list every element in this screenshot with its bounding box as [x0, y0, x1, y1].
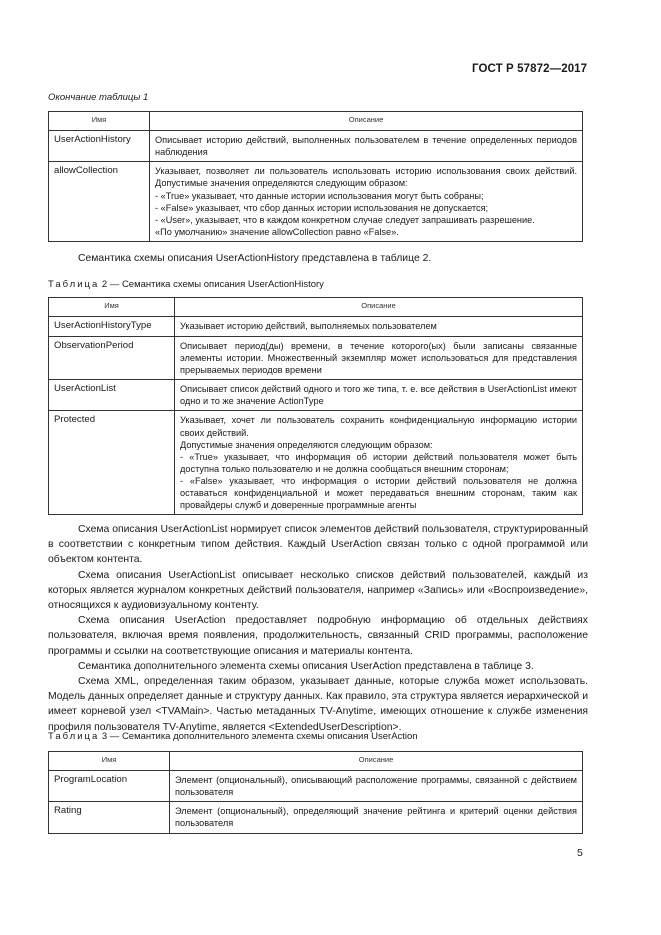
table3-caption — [48, 731, 418, 742]
row-name: Protected — [49, 411, 175, 515]
table-row — [49, 336, 583, 379]
row-name: Rating — [49, 802, 170, 833]
row-description: Указывает, позволяет ли пользователь использовать историю использования своих действий. Допустимые значения определяются следующим образом: - «True» указывает, что данные истории использования могут быть собраны; - «False» указывает, что сбор данных истории использования не допускается; - «User», указывает, что в каждом конкретном случае следует запрашивать разрешение. «По умолчанию» значение allowCollection равно «False». — [150, 162, 583, 242]
paragraph: Схема описания UserActionList описывает несколько списков действий пользователей, каждый из которых является журналом конкретных действий пользователя, например «Запись» или «Воспроизведение», относящихся к аудиовизуальному контенту. — [48, 569, 588, 612]
paragraph: Схема описания UserAction предоставляет подробную информацию об отдельных действиях пользователя, включая время появления, продолжительность, связанный CRID программы, расположение программы и ссылки на соответствующие описания и материалы контента. — [48, 615, 588, 657]
table-caption-prefix: Таблица — [48, 279, 100, 290]
table-row — [49, 771, 583, 802]
row-description: Указывает историю действий, выполняемых пользователем — [175, 317, 583, 337]
column-header-description: Описание — [175, 298, 583, 317]
table-row — [49, 380, 583, 411]
table-row — [49, 162, 583, 242]
paragraph: Схема XML, определенная таким образом, указывает данные, которые служба может использовать. Модель данных определяет данные и структуру данных. Как правило, эта структура является иерархической и имеет корневой узел <TVAMain>. Частью метаданных TV-Anytime, имеющих отношение к службе изменения профиля пользователя TV-Anytime, является <ExtendedUserDescription>. — [48, 676, 588, 733]
row-name: UserActionHistoryType — [49, 317, 175, 337]
column-header-name: Имя — [49, 298, 175, 317]
table-row — [49, 131, 583, 162]
row-description: Описывает период(ды) времени, в течение которого(ых) были записаны связанные элементы истории. Множественный экземпляр может использоваться для представления прерываемых периодов времени — [175, 336, 583, 379]
row-description: Элемент (опциональный), определяющий значение рейтинга и критерий оценки действия пользователя — [170, 802, 583, 833]
row-description: Описывает список действий одного и того же типа, т. е. все действия в UserActionList имеют одно и то же значение ActionType — [175, 380, 583, 411]
table2-caption — [48, 279, 324, 290]
row-description: Указывает, хочет ли пользователь сохранить конфиденциальную информацию истории своих действий. Допустимые значения определяются следующим образом: - «True» указывает, что информация об истории действий пользователя может быть доступна только пользователю и не должна сообщаться внешним сторонам; - «False» указывает, что информация о истории действий пользователя не должна оставаться конфиденциальной и может передаваться внешним сторонам, таким как провайдеры служб и доверенные программные агенты — [175, 411, 583, 515]
column-header-description: Описание — [150, 112, 583, 131]
table-row — [49, 411, 583, 515]
table-header-row — [49, 298, 583, 317]
table-header-row — [49, 112, 583, 131]
row-description: Описывает историю действий, выполненных пользователем в течение определенных периодов наблюдения — [150, 131, 583, 162]
table-caption-text: 2 — Семантика схемы описания UserActionHistory — [99, 279, 324, 290]
page-number: 5 — [577, 847, 583, 859]
row-name: ProgramLocation — [49, 771, 170, 802]
table-row — [49, 802, 583, 833]
table-row — [49, 317, 583, 337]
table1-caption: Окончание таблицы 1 — [48, 92, 149, 103]
row-description: Элемент (опциональный), описывающий расположение программы, связанной с действием пользователя — [170, 771, 583, 802]
table3 — [48, 751, 583, 834]
row-name: UserActionList — [49, 380, 175, 411]
table-caption-text: 3 — Семантика дополнительного элемента схемы описания UserAction — [99, 731, 418, 742]
column-header-description: Описание — [170, 752, 583, 771]
row-name: UserActionHistory — [49, 131, 150, 162]
paragraph: Схема описания UserActionList нормирует список элементов действий пользователя, структурированный в соответствии с конкретным типом действия. Каждый UserAction связан только с одной программой или объектом контента. — [48, 524, 588, 566]
paragraph: Семантика дополнительного элемента схемы описания UserAction представлена в таблице 3. — [78, 660, 534, 672]
row-name: allowCollection — [49, 162, 150, 242]
table1 — [48, 111, 583, 242]
column-header-name: Имя — [49, 112, 150, 131]
paragraph-table2-intro: Семантика схемы описания UserActionHistory представлена в таблице 2. — [78, 253, 432, 264]
table-caption-prefix: Таблица — [48, 731, 100, 742]
column-header-name: Имя — [49, 752, 170, 771]
row-name: ObservationPeriod — [49, 336, 175, 379]
table2 — [48, 297, 583, 515]
body-text — [48, 522, 588, 735]
table-header-row — [49, 752, 583, 771]
standard-number: ГОСТ Р 57872—2017 — [472, 63, 588, 75]
